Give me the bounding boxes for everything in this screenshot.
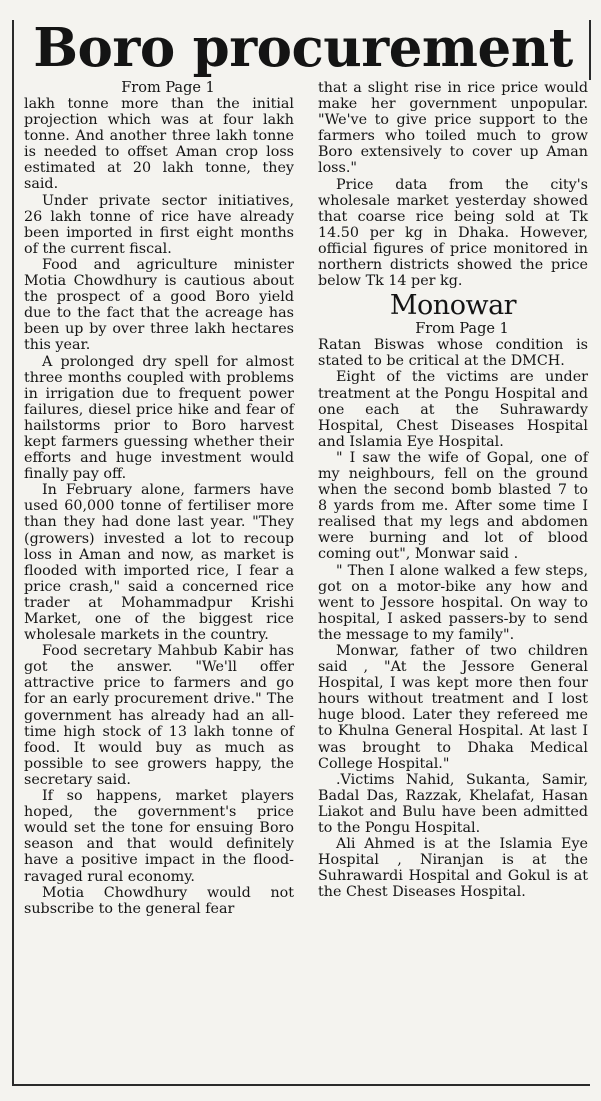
paragraph: " I saw the wife of Gopal, one of my neighbours, fell on the ground when the second bomb blasted 7 to 8 yards from me. After some time I realised that my legs and abdomen were burning and lot of blood coming out", Monwar said . <box>318 449 588 563</box>
paragraph: that a slight rise in rice price would make her government unpopular. "We've to give price support to the farmers who toiled much to grow Boro extensively to cover up Aman loss." <box>318 80 588 177</box>
paragraph: " Then I alone walked a few steps, got on a motor-bike any how and went to Jessore hospital. On way to hospital, I asked passers-by to send the message to my family". <box>318 562 588 643</box>
left-column <box>24 80 294 917</box>
bottom-border-rule <box>12 1084 590 1086</box>
paragraph: Ali Ahmed is at the Islamia Eye Hospital , Niranjan is at the Suhrawardi Hospital and Gokul is at the Chest Diseases Hospital. <box>318 836 588 901</box>
paragraph: Price data from the city's wholesale market yesterday showed that coarse rice being sold at Tk 14.50 per kg in Dhaka. However, official figures of price monitored in northern districts showed the price below Tk 14 per kg. <box>318 176 588 290</box>
paragraph: Ratan Biswas whose condition is stated to be critical at the DMCH. <box>318 337 588 370</box>
paragraph: Food secretary Mahbub Kabir has got the answer. "We'll offer attractive price to farmers and go for an early procurement drive." The government has already had an all-time high stock of 13 lakh tonne of food. It would buy as much as possible to see growers happy, the secretary said. <box>24 643 294 788</box>
paragraph: Motia Chowdhury would not subscribe to the general fear <box>24 884 294 917</box>
paragraph: Eight of the victims are under treatment at the Pongu Hospital and one each at the Suhrawardy Hospital, Chest Diseases Hospital and Islamia Eye Hospital. <box>318 369 588 450</box>
right-column <box>318 80 588 901</box>
paragraph: In February alone, farmers have used 60,000 tonne of fertiliser more than they had done last year. "They (growers) invested a lot to recoup loss in Aman and now, as market is flooded with imported rice, I fear a price crash," said a concerned rice trader at Mohammadpur Krishi Market, one of the biggest rice wholesale markets in the country. <box>24 482 294 644</box>
right-border-rule <box>589 20 591 80</box>
left-border-rule <box>12 20 14 1086</box>
continuation-kicker: From Page 1 <box>415 321 509 338</box>
headline: Boro procurement <box>33 17 573 79</box>
paragraph: Food and agriculture minister Motia Chowdhury is cautious about the prospect of a good Boro yield due to the fact that the acreage has been up by over three lakh hectares this year. <box>24 256 294 354</box>
paragraph: .Victims Nahid, Sukanta, Samir, Badal Das, Razzak, Khelafat, Hasan Liakot and Bulu have been admitted to the Pongu Hospital. <box>318 771 588 837</box>
continuation-kicker: From Page 1 <box>121 80 215 96</box>
paragraph: lakh tonne more than the initial projection which was at four lakh tonne. And another three lakh tonne is needed to offset Aman crop loss estimated at 20 lakh tonne, they said. <box>24 96 294 193</box>
paragraph: Under private sector initiatives, 26 lakh tonne of rice have already been imported in first eight months of the current fiscal. <box>24 192 294 257</box>
paragraph: Monwar, father of two children said , "At the Jessore General Hospital, I was kept more then four hours without treatment and I lost huge blood. Later they refereed me to Khulna General Hospital. At last I was brought to Dhaka Medical College Hospital." <box>318 643 588 772</box>
paragraph: If so happens, market players hoped, the government's price would set the tone for ensuing Boro season and that would definitely have a positive impact in the flood-ravaged rural economy. <box>24 788 294 885</box>
story-subhead: Monowar <box>389 290 517 322</box>
paragraph: A prolonged dry spell for almost three months coupled with problems in irrigation due to frequent power failures, diesel price hike and fear of hailstorms prior to Boro harvest kept farmers guessing whether their efforts and huge investment would finally pay off. <box>24 353 294 483</box>
